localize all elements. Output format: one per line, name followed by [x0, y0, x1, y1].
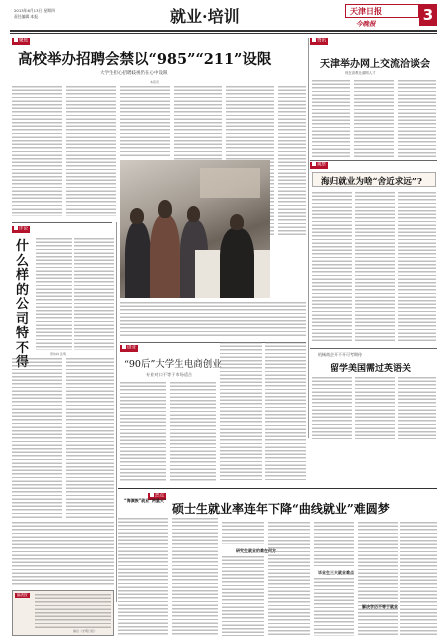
- english-text-col-1: [312, 377, 352, 439]
- left-column-divider: [116, 222, 117, 602]
- bottom-text-col-3: [268, 522, 310, 636]
- main-headline: 高校举办招聘会禁以“985”“211”设限: [18, 51, 272, 68]
- editor-note-text: [35, 594, 111, 628]
- tag-observe: 观察: [310, 162, 328, 169]
- left-lower-text-col-2: [66, 358, 114, 518]
- overseas-text-col-1: [312, 192, 352, 342]
- tag-news: 资讯: [310, 38, 328, 45]
- job-fair-photo: [120, 160, 270, 298]
- section-title: 就业·培训: [170, 7, 240, 26]
- tag-startup: 创业: [120, 345, 138, 352]
- english-text-col-2: [355, 377, 395, 439]
- tag-focus: 聚焦: [12, 38, 30, 45]
- bottom-section-rule: [118, 488, 437, 489]
- english-headline: 留学美国需过英语关: [330, 364, 412, 374]
- english-kicker: 机械商企开不开可考期待: [318, 352, 362, 357]
- right-mid-rule: [310, 160, 437, 161]
- forum-text-col-1: [312, 80, 350, 158]
- bottom-text-col-7: [400, 522, 437, 636]
- paper-logo: [345, 4, 419, 18]
- tag-comment: 评论: [12, 226, 30, 233]
- overseas-headline: 海归就业为啥“舍近求远”?: [321, 177, 422, 187]
- startup-text-col-4: [265, 342, 306, 482]
- bottom-sidebar-title: “海漂族”就业“两重天”: [124, 498, 167, 503]
- comment-vertical-title: 什么样的公司特不得: [16, 239, 30, 370]
- tag-hot: 热点: [148, 493, 166, 500]
- bottom-right-title-1: 毕业生三大就业难点: [318, 570, 354, 575]
- startup-subtitle: 专业对口不等于市场适合: [146, 372, 193, 377]
- startup-text-col-3: [220, 342, 262, 482]
- center-upper-text: [120, 302, 306, 338]
- editor-line: 责任编辑 本报: [14, 14, 38, 19]
- bottom-text-col-5: [314, 578, 354, 636]
- english-text-col-3: [398, 377, 436, 439]
- left-bottom-box: [12, 590, 114, 636]
- page-number: 3: [419, 4, 437, 26]
- main-byline: 本报讯: [150, 80, 160, 84]
- lead-text-col-3: [120, 86, 170, 156]
- forum-headline: 天津举办网上交流洽谈会: [320, 59, 430, 70]
- masthead-rule-thin: [10, 33, 437, 34]
- bottom-text-col-1: [222, 522, 264, 544]
- date-line: 2013年6月13日 星期四: [14, 8, 55, 13]
- tag-editor-note: 编者按: [17, 593, 28, 597]
- editor-note-byline: 摘自《光明日报》: [73, 629, 98, 633]
- forum-text-col-2: [354, 80, 394, 158]
- paper-name: 天津日报: [350, 6, 382, 16]
- lead-text-col-1: [12, 86, 62, 216]
- masthead: [0, 0, 447, 32]
- right-lower-rule: [310, 348, 437, 349]
- masthead-rule: [10, 30, 437, 32]
- overseas-text-col-3: [398, 192, 436, 342]
- overseas-text-col-2: [355, 192, 395, 342]
- lead-text-col-2: [66, 86, 116, 216]
- startup-text-col-2: [170, 382, 216, 482]
- comment-text-col-2: [74, 238, 114, 350]
- main-subtitle: 大学生担心招聘歧视仍在心中设限: [100, 71, 168, 76]
- comment-text-col-1: [36, 238, 72, 350]
- startup-headline: “90后”大学生电商创业: [124, 359, 222, 370]
- bottom-sidebar-text-1: [118, 518, 168, 636]
- bottom-mid-title: 研究生就业的难在何方: [236, 548, 276, 553]
- startup-text-col-1: [120, 382, 166, 482]
- left-box-rule: [12, 222, 112, 223]
- forum-subtitle: 现在高教北湖网人才: [345, 71, 376, 75]
- paper-sub: 今晚报: [356, 20, 376, 28]
- bottom-sidebar-text-2: [172, 518, 218, 636]
- bottom-text-col-4: [314, 522, 354, 566]
- bottom-text-col-6: [358, 522, 398, 636]
- left-bottom-text: [12, 522, 114, 586]
- bottom-text-col-2: [222, 556, 264, 636]
- overseas-headline-box: [312, 172, 436, 187]
- bottom-headline: 硕士生就业率连年下降“曲线就业”难圆梦: [172, 502, 390, 516]
- forum-text-col-3: [398, 80, 436, 158]
- right-column-divider: [308, 38, 309, 438]
- bottom-right-title-2: 解决学历不等于就业: [362, 604, 398, 609]
- left-lower-text-col-1: [12, 358, 62, 518]
- comment-byline: 曾伟林 张明: [50, 352, 66, 356]
- lead-text-col-6: [278, 86, 306, 236]
